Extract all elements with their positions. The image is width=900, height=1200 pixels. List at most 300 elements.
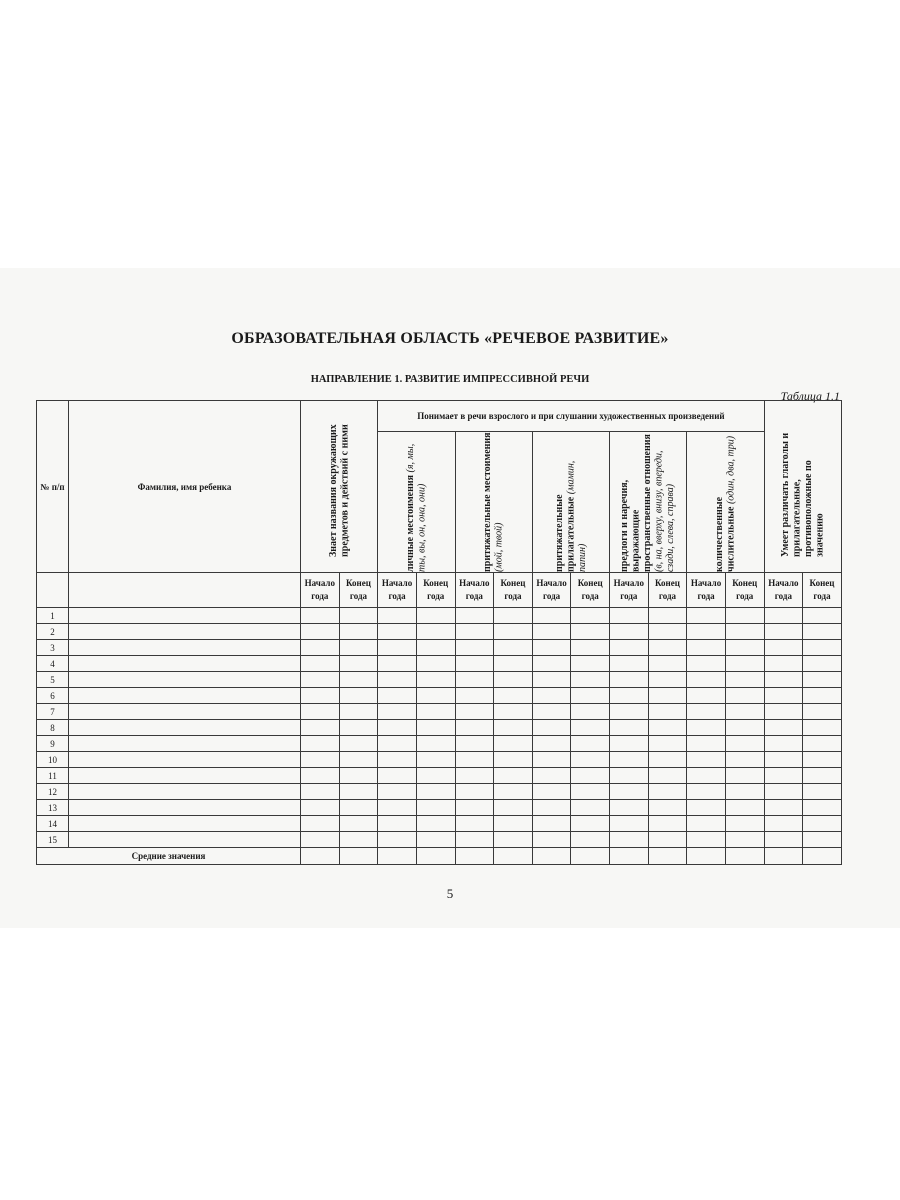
header-end-year: Конец года <box>494 573 533 608</box>
score-cell[interactable] <box>764 768 803 784</box>
average-value-cell[interactable] <box>455 848 494 865</box>
score-cell[interactable] <box>687 672 726 688</box>
header-start-year: Начало года <box>455 573 494 608</box>
score-cell[interactable] <box>494 704 533 720</box>
score-cell[interactable] <box>416 832 455 848</box>
score-cell[interactable] <box>532 720 571 736</box>
score-cell[interactable] <box>764 816 803 832</box>
score-cell[interactable] <box>648 832 687 848</box>
score-cell[interactable] <box>571 640 610 656</box>
score-cell[interactable] <box>803 736 842 752</box>
average-value-cell[interactable] <box>725 848 764 865</box>
header-knows-names-text: Знает названия окружающих предметов и действий с ними <box>327 423 351 557</box>
score-cell[interactable] <box>532 816 571 832</box>
score-cell[interactable] <box>339 784 378 800</box>
score-cell[interactable] <box>455 624 494 640</box>
average-value-cell[interactable] <box>764 848 803 865</box>
score-cell[interactable] <box>764 656 803 672</box>
header-possessive-adjectives-examples: (мамин, папин) <box>565 460 588 572</box>
score-cell[interactable] <box>648 720 687 736</box>
score-cell[interactable] <box>610 608 649 624</box>
score-cell[interactable] <box>301 672 340 688</box>
score-cell[interactable] <box>301 656 340 672</box>
score-cell[interactable] <box>416 752 455 768</box>
score-cell[interactable] <box>571 832 610 848</box>
score-cell[interactable] <box>339 672 378 688</box>
score-cell[interactable] <box>339 720 378 736</box>
score-cell[interactable] <box>610 624 649 640</box>
score-cell[interactable] <box>455 752 494 768</box>
score-cell[interactable] <box>687 816 726 832</box>
score-cell[interactable] <box>494 736 533 752</box>
score-cell[interactable] <box>725 704 764 720</box>
score-cell[interactable] <box>687 736 726 752</box>
score-cell[interactable] <box>610 784 649 800</box>
score-cell[interactable] <box>803 656 842 672</box>
score-cell[interactable] <box>301 768 340 784</box>
score-cell[interactable] <box>339 816 378 832</box>
score-cell[interactable] <box>494 768 533 784</box>
score-cell[interactable] <box>494 688 533 704</box>
score-cell[interactable] <box>532 800 571 816</box>
score-cell[interactable] <box>339 624 378 640</box>
score-cell[interactable] <box>416 784 455 800</box>
score-cell[interactable] <box>725 736 764 752</box>
score-cell[interactable] <box>378 784 417 800</box>
score-cell[interactable] <box>378 656 417 672</box>
header-verbs-adjectives <box>764 401 841 573</box>
score-cell[interactable] <box>339 752 378 768</box>
score-cell[interactable] <box>416 704 455 720</box>
score-cell[interactable] <box>339 608 378 624</box>
row-number: 10 <box>37 752 69 768</box>
score-cell[interactable] <box>610 640 649 656</box>
assessment-table <box>36 400 842 865</box>
score-cell[interactable] <box>416 672 455 688</box>
average-value-cell[interactable] <box>648 848 687 865</box>
score-cell[interactable] <box>339 768 378 784</box>
header-knows-names <box>301 401 378 573</box>
child-name-cell[interactable] <box>69 752 301 768</box>
table-row <box>37 832 842 848</box>
score-cell[interactable] <box>378 688 417 704</box>
row-number: 9 <box>37 736 69 752</box>
row-number: 8 <box>37 720 69 736</box>
table-row <box>37 736 842 752</box>
score-cell[interactable] <box>494 608 533 624</box>
score-cell[interactable] <box>648 816 687 832</box>
score-cell[interactable] <box>803 672 842 688</box>
score-cell[interactable] <box>416 640 455 656</box>
score-cell[interactable] <box>416 736 455 752</box>
header-end-year: Конец года <box>339 573 378 608</box>
score-cell[interactable] <box>571 736 610 752</box>
score-cell[interactable] <box>687 768 726 784</box>
child-name-cell[interactable] <box>69 656 301 672</box>
average-value-cell[interactable] <box>339 848 378 865</box>
score-cell[interactable] <box>687 784 726 800</box>
child-name-cell[interactable] <box>69 784 301 800</box>
score-cell[interactable] <box>648 768 687 784</box>
header-prepositions-adverbs <box>610 432 687 573</box>
score-cell[interactable] <box>378 720 417 736</box>
score-cell[interactable] <box>455 656 494 672</box>
header-start-year: Начало года <box>764 573 803 608</box>
row-number: 7 <box>37 704 69 720</box>
header-cardinal-numerals-examples: (один, два, три) <box>725 435 737 505</box>
score-cell[interactable] <box>725 640 764 656</box>
score-cell[interactable] <box>378 704 417 720</box>
score-cell[interactable] <box>494 752 533 768</box>
score-cell[interactable] <box>725 624 764 640</box>
score-cell[interactable] <box>725 656 764 672</box>
score-cell[interactable] <box>494 624 533 640</box>
score-cell[interactable] <box>532 832 571 848</box>
score-cell[interactable] <box>378 624 417 640</box>
child-name-cell[interactable] <box>69 768 301 784</box>
score-cell[interactable] <box>803 688 842 704</box>
header-prepositions-adverbs-main: предлоги и наречия, выражающие пространственные отношения <box>619 434 654 572</box>
score-cell[interactable] <box>648 800 687 816</box>
score-cell[interactable] <box>610 704 649 720</box>
period-spacer <box>69 573 301 608</box>
score-cell[interactable] <box>764 784 803 800</box>
score-cell[interactable] <box>803 720 842 736</box>
score-cell[interactable] <box>378 800 417 816</box>
score-cell[interactable] <box>610 736 649 752</box>
score-cell[interactable] <box>571 688 610 704</box>
score-cell[interactable] <box>532 784 571 800</box>
header-start-year: Начало года <box>378 573 417 608</box>
score-cell[interactable] <box>339 800 378 816</box>
table-row <box>37 720 842 736</box>
score-cell[interactable] <box>532 624 571 640</box>
child-name-cell[interactable] <box>69 816 301 832</box>
score-cell[interactable] <box>648 640 687 656</box>
score-cell[interactable] <box>416 656 455 672</box>
header-name: Фамилия, имя ребенка <box>69 401 301 573</box>
row-number: 13 <box>37 800 69 816</box>
score-cell[interactable] <box>648 704 687 720</box>
score-cell[interactable] <box>725 688 764 704</box>
child-name-cell[interactable] <box>69 640 301 656</box>
score-cell[interactable] <box>764 704 803 720</box>
row-number: 12 <box>37 784 69 800</box>
score-cell[interactable] <box>455 672 494 688</box>
child-name-cell[interactable] <box>69 672 301 688</box>
score-cell[interactable] <box>803 624 842 640</box>
score-cell[interactable] <box>532 640 571 656</box>
child-name-cell[interactable] <box>69 832 301 848</box>
score-cell[interactable] <box>301 816 340 832</box>
score-cell[interactable] <box>455 768 494 784</box>
score-cell[interactable] <box>339 736 378 752</box>
score-cell[interactable] <box>764 832 803 848</box>
score-cell[interactable] <box>571 720 610 736</box>
score-cell[interactable] <box>803 608 842 624</box>
child-name-cell[interactable] <box>69 704 301 720</box>
score-cell[interactable] <box>301 608 340 624</box>
score-cell[interactable] <box>803 800 842 816</box>
score-cell[interactable] <box>610 816 649 832</box>
header-possessive-pronouns-examples: (мой, твой) <box>493 522 505 572</box>
score-cell[interactable] <box>571 752 610 768</box>
score-cell[interactable] <box>803 768 842 784</box>
score-cell[interactable] <box>455 608 494 624</box>
table-row <box>37 608 842 624</box>
score-cell[interactable] <box>687 608 726 624</box>
score-cell[interactable] <box>339 640 378 656</box>
score-cell[interactable] <box>378 832 417 848</box>
score-cell[interactable] <box>455 832 494 848</box>
score-cell[interactable] <box>687 688 726 704</box>
score-cell[interactable] <box>610 800 649 816</box>
score-cell[interactable] <box>378 736 417 752</box>
table-row <box>37 624 842 640</box>
score-cell[interactable] <box>455 800 494 816</box>
score-cell[interactable] <box>764 688 803 704</box>
score-cell[interactable] <box>610 720 649 736</box>
header-personal-pronouns-main: личные местоимения <box>404 474 416 572</box>
table-row <box>37 688 842 704</box>
row-number: 14 <box>37 816 69 832</box>
score-cell[interactable] <box>610 688 649 704</box>
score-cell[interactable] <box>648 736 687 752</box>
score-cell[interactable] <box>803 640 842 656</box>
score-cell[interactable] <box>494 640 533 656</box>
page-title: ОБРАЗОВАТЕЛЬНАЯ ОБЛАСТЬ «РЕЧЕВОЕ РАЗВИТИЕ» <box>231 330 669 347</box>
score-cell[interactable] <box>610 656 649 672</box>
score-cell[interactable] <box>803 816 842 832</box>
score-cell[interactable] <box>378 816 417 832</box>
score-cell[interactable] <box>610 768 649 784</box>
score-cell[interactable] <box>571 768 610 784</box>
score-cell[interactable] <box>764 640 803 656</box>
score-cell[interactable] <box>571 672 610 688</box>
score-cell[interactable] <box>648 784 687 800</box>
score-cell[interactable] <box>610 752 649 768</box>
header-end-year: Конец года <box>725 573 764 608</box>
average-value-cell[interactable] <box>803 848 842 865</box>
child-name-cell[interactable] <box>69 720 301 736</box>
header-prepositions-adverbs-examples: (в, на, вверху, внизу, впереди, сзади, слева, справа) <box>653 450 677 572</box>
score-cell[interactable] <box>416 800 455 816</box>
score-cell[interactable] <box>687 624 726 640</box>
child-name-cell[interactable] <box>69 688 301 704</box>
score-cell[interactable] <box>339 832 378 848</box>
score-cell[interactable] <box>301 624 340 640</box>
row-number: 2 <box>37 624 69 640</box>
score-cell[interactable] <box>764 736 803 752</box>
score-cell[interactable] <box>301 704 340 720</box>
average-label: Средние значения <box>37 848 301 865</box>
score-cell[interactable] <box>301 784 340 800</box>
score-cell[interactable] <box>764 752 803 768</box>
average-value-cell[interactable] <box>378 848 417 865</box>
row-number: 6 <box>37 688 69 704</box>
score-cell[interactable] <box>764 720 803 736</box>
score-cell[interactable] <box>764 624 803 640</box>
score-cell[interactable] <box>571 608 610 624</box>
score-cell[interactable] <box>339 688 378 704</box>
score-cell[interactable] <box>455 640 494 656</box>
header-start-year: Начало года <box>687 573 726 608</box>
score-cell[interactable] <box>764 800 803 816</box>
score-cell[interactable] <box>301 688 340 704</box>
score-cell[interactable] <box>648 688 687 704</box>
score-cell[interactable] <box>725 752 764 768</box>
score-cell[interactable] <box>532 672 571 688</box>
row-number: 5 <box>37 672 69 688</box>
score-cell[interactable] <box>725 816 764 832</box>
score-cell[interactable] <box>571 656 610 672</box>
header-verbs-adjectives-text: Умеет различать глаголы и прилагательные, противоположные по значению <box>779 432 826 557</box>
score-cell[interactable] <box>648 672 687 688</box>
score-cell[interactable] <box>301 640 340 656</box>
score-cell[interactable] <box>687 832 726 848</box>
score-cell[interactable] <box>455 816 494 832</box>
score-cell[interactable] <box>571 784 610 800</box>
score-cell[interactable] <box>687 720 726 736</box>
score-cell[interactable] <box>416 624 455 640</box>
table-row <box>37 656 842 672</box>
score-cell[interactable] <box>494 656 533 672</box>
score-cell[interactable] <box>803 784 842 800</box>
header-start-year: Начало года <box>532 573 571 608</box>
table-row <box>37 800 842 816</box>
score-cell[interactable] <box>532 736 571 752</box>
header-possessive-pronouns <box>455 432 532 573</box>
score-cell[interactable] <box>378 768 417 784</box>
average-value-cell[interactable] <box>610 848 649 865</box>
score-cell[interactable] <box>610 832 649 848</box>
section-direction: НАПРАВЛЕНИЕ 1. РАЗВИТИЕ ИМПРЕССИВНОЙ РЕЧИ <box>310 374 590 385</box>
header-start-year: Начало года <box>610 573 649 608</box>
score-cell[interactable] <box>532 656 571 672</box>
score-cell[interactable] <box>725 832 764 848</box>
score-cell[interactable] <box>494 672 533 688</box>
score-cell[interactable] <box>571 704 610 720</box>
score-cell[interactable] <box>455 704 494 720</box>
row-number: 15 <box>37 832 69 848</box>
score-cell[interactable] <box>494 832 533 848</box>
header-end-year: Конец года <box>571 573 610 608</box>
score-cell[interactable] <box>378 672 417 688</box>
score-cell[interactable] <box>532 752 571 768</box>
score-cell[interactable] <box>416 768 455 784</box>
score-cell[interactable] <box>455 720 494 736</box>
score-cell[interactable] <box>648 608 687 624</box>
average-value-cell[interactable] <box>571 848 610 865</box>
score-cell[interactable] <box>532 768 571 784</box>
header-personal-pronouns <box>378 432 455 573</box>
score-cell[interactable] <box>416 816 455 832</box>
score-cell[interactable] <box>610 672 649 688</box>
header-cardinal-numerals <box>687 432 764 573</box>
score-cell[interactable] <box>687 656 726 672</box>
score-cell[interactable] <box>494 784 533 800</box>
average-value-cell[interactable] <box>494 848 533 865</box>
page-number: 5 <box>446 886 454 901</box>
score-cell[interactable] <box>571 800 610 816</box>
score-cell[interactable] <box>725 800 764 816</box>
average-value-cell[interactable] <box>301 848 340 865</box>
header-possessive-adjectives-main: притяжательные прилагательные <box>553 494 577 572</box>
score-cell[interactable] <box>494 720 533 736</box>
score-cell[interactable] <box>687 640 726 656</box>
child-name-cell[interactable] <box>69 608 301 624</box>
header-end-year: Конец года <box>416 573 455 608</box>
score-cell[interactable] <box>803 752 842 768</box>
score-cell[interactable] <box>571 816 610 832</box>
score-cell[interactable] <box>494 816 533 832</box>
score-cell[interactable] <box>339 656 378 672</box>
score-cell[interactable] <box>764 608 803 624</box>
score-cell[interactable] <box>648 656 687 672</box>
score-cell[interactable] <box>339 704 378 720</box>
score-cell[interactable] <box>378 640 417 656</box>
score-cell[interactable] <box>378 608 417 624</box>
score-cell[interactable] <box>687 800 726 816</box>
score-cell[interactable] <box>803 704 842 720</box>
score-cell[interactable] <box>301 832 340 848</box>
score-cell[interactable] <box>455 784 494 800</box>
score-cell[interactable] <box>416 720 455 736</box>
score-cell[interactable] <box>648 752 687 768</box>
period-row <box>37 573 842 608</box>
table-label: Таблица 1.1 <box>780 389 840 403</box>
average-value-cell[interactable] <box>532 848 571 865</box>
child-name-cell[interactable] <box>69 736 301 752</box>
score-cell[interactable] <box>687 752 726 768</box>
score-cell[interactable] <box>803 832 842 848</box>
score-cell[interactable] <box>725 768 764 784</box>
header-end-year: Конец года <box>803 573 842 608</box>
score-cell[interactable] <box>725 608 764 624</box>
header-cardinal-numerals-main: количественные числительные <box>713 496 737 572</box>
score-cell[interactable] <box>301 800 340 816</box>
score-cell[interactable] <box>416 608 455 624</box>
score-cell[interactable] <box>725 720 764 736</box>
score-cell[interactable] <box>532 688 571 704</box>
average-value-cell[interactable] <box>416 848 455 865</box>
score-cell[interactable] <box>378 752 417 768</box>
score-cell[interactable] <box>455 736 494 752</box>
score-cell[interactable] <box>416 688 455 704</box>
header-understands-group: Понимает в речи взрослого и при слушании художественных произведений <box>378 401 764 432</box>
score-cell[interactable] <box>725 784 764 800</box>
row-number: 1 <box>37 608 69 624</box>
score-cell[interactable] <box>532 608 571 624</box>
score-cell[interactable] <box>687 704 726 720</box>
period-spacer <box>37 573 69 608</box>
score-cell[interactable] <box>301 736 340 752</box>
data-body <box>37 608 842 848</box>
score-cell[interactable] <box>648 624 687 640</box>
average-value-cell[interactable] <box>687 848 726 865</box>
score-cell[interactable] <box>532 704 571 720</box>
child-name-cell[interactable] <box>69 624 301 640</box>
score-cell[interactable] <box>725 672 764 688</box>
score-cell[interactable] <box>571 624 610 640</box>
score-cell[interactable] <box>494 800 533 816</box>
score-cell[interactable] <box>301 720 340 736</box>
score-cell[interactable] <box>301 752 340 768</box>
table-row <box>37 640 842 656</box>
score-cell[interactable] <box>455 688 494 704</box>
child-name-cell[interactable] <box>69 800 301 816</box>
score-cell[interactable] <box>764 672 803 688</box>
